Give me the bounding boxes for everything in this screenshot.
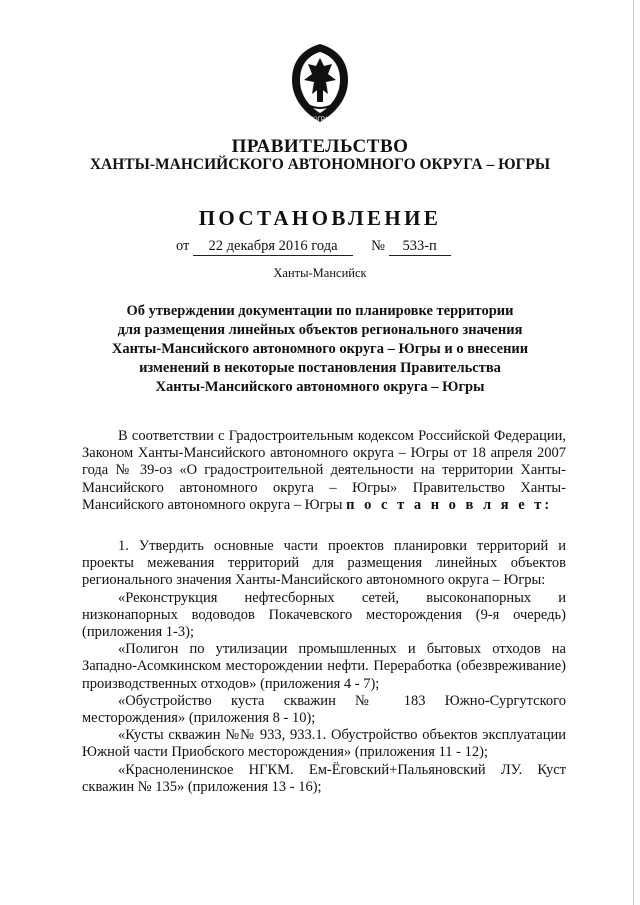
scan-edge-line — [633, 0, 634, 905]
title-line: Об утверждении документации по планировке территории — [126, 303, 514, 319]
title-line: Ханты-Мансийского автономного округа – Югры — [155, 379, 485, 395]
org-name-line1: ПРАВИТЕЛЬСТВО — [231, 136, 409, 157]
title-line: для размещения линейных объектов регионального значения — [117, 322, 523, 338]
preamble-text: В соответствии с Градостроительным кодексом Российской Федерации, Законом Ханты-Мансийского автономного округа – Югры от 18 апреля 2007 года № 39-оз «О градостроительной деятельности на территории Ханты-Мансийского автономного округа – Югры» Правительство Ханты-Мансийского автономного округа – Югры — [82, 428, 566, 513]
org-name-line2: ХАНТЫ-МАНСИЙСКОГО АВТОНОМНОГО ОКРУГА – ЮГРЫ — [89, 156, 551, 173]
title-line: изменений в некоторые постановления Правительства — [139, 360, 501, 376]
date-number-line — [176, 238, 476, 256]
resolves-word: п о с т а н о в л я е т: — [346, 496, 553, 513]
document-number: 533-п — [389, 238, 451, 256]
item-1-paragraph: 1. Утвердить основные части проектов планировки территорий и проекты межевания территорий для размещения линейных объектов регионального значения Ханты-Мансийского автономного округа – Югры: — [82, 538, 566, 589]
number-prefix: № — [371, 238, 385, 254]
project-item: «Полигон по утилизации промышленных и бытовых отходов на Западно-Асомкинском месторождении нефти. Переработка (обезвреживание) производственных отходов» (приложения 4 - 7); — [82, 641, 566, 692]
project-item: «Красноленинское НГКМ. Ем-Ёговский+Пальяновский ЛУ. Куст скважин № 135» (приложения 13 - 16); — [82, 761, 566, 795]
document-type: ПОСТАНОВЛЕНИЕ — [198, 206, 442, 230]
document-date: 22 декабря 2016 года — [193, 238, 353, 256]
document-title — [70, 302, 570, 397]
project-item: «Кусты скважин №№ 933, 933.1. Обустройство объектов эксплуатации Южной части Приобского месторождения» (приложения 11 - 12); — [82, 727, 566, 761]
project-item: «Обустройство куста скважин № 183 Южно-Сургутского месторождения» (приложения 8 - 10); — [82, 692, 566, 727]
title-line: Ханты-Мансийского автономного округа – Югры и о внесении — [111, 341, 529, 357]
preamble-paragraph — [82, 428, 566, 514]
date-prefix: от — [176, 238, 190, 254]
document-body — [82, 428, 566, 796]
city: Ханты-Мансийск — [273, 266, 367, 280]
project-item: «Реконструкция нефтесборных сетей, высоконапорных и низконапорных водоводов Покачевского месторождения (9-я очередь) (приложения 1-3); — [82, 589, 566, 641]
emblem-label: ЮГРА — [311, 117, 329, 123]
coat-of-arms-icon — [286, 42, 354, 126]
